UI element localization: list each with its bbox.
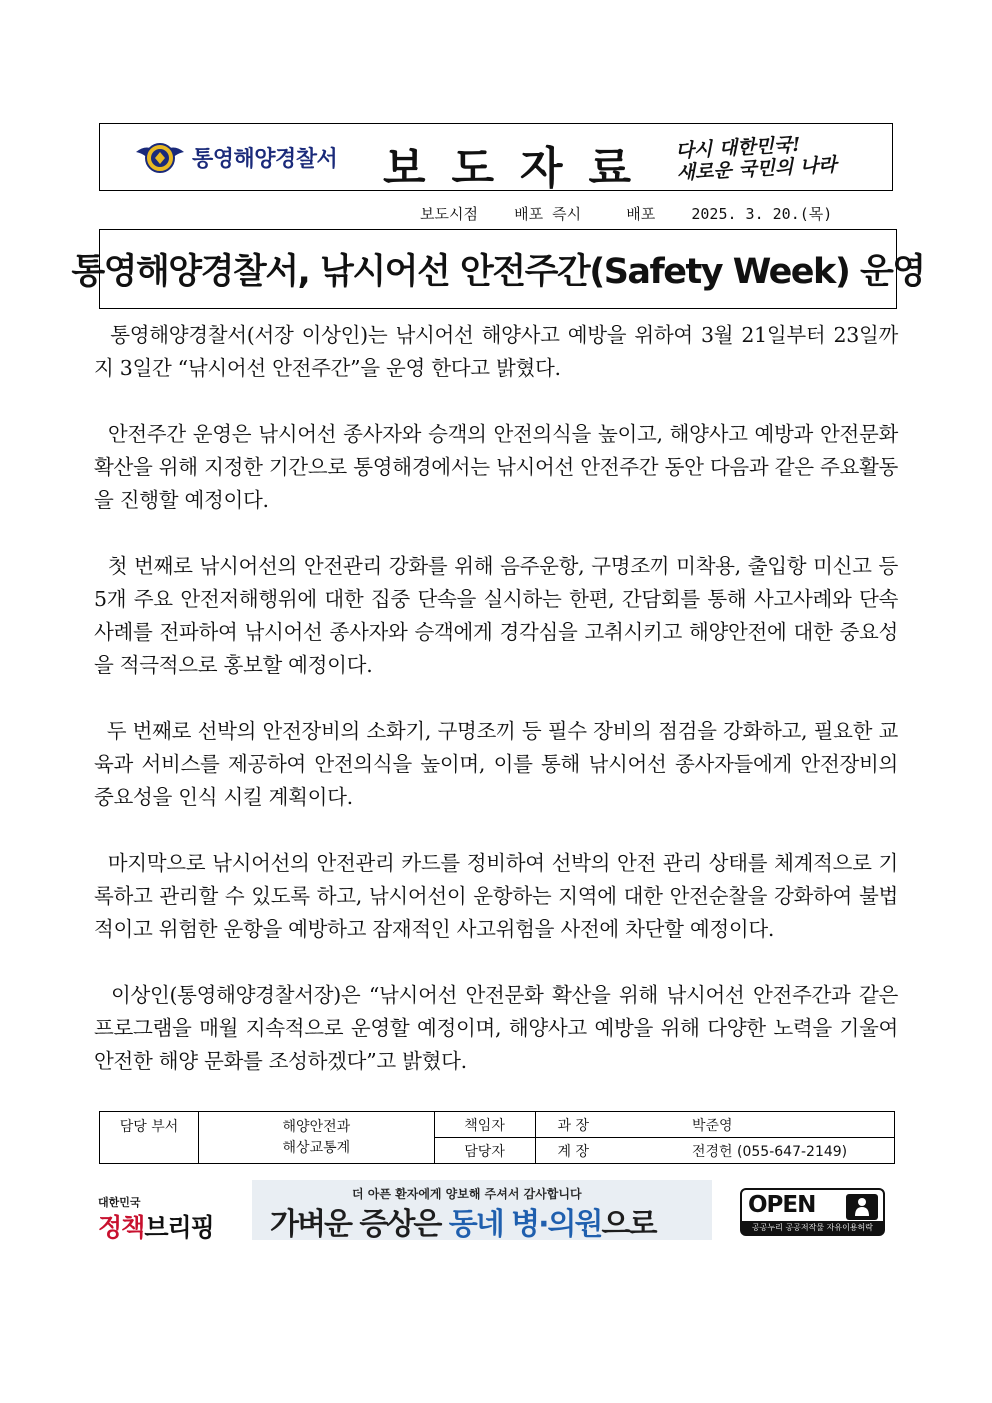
dept-label: 담당 부서 xyxy=(100,1112,199,1164)
paragraph: 마지막으로 낚시어선의 안전관리 카드를 정비하여 선박의 안전 관리 상태를 체계적으로 기록하고 관리할 수 있도록 하고, 낚시어선이 운항하는 지역에 대한 안전순찰을 강화하여 불법적이고 위험한 운항을 예방하고 잠재적인 사고위험을 사전에 차단할 예정이다. xyxy=(94,851,898,941)
open-word: OPEN xyxy=(748,1192,816,1218)
dept-name-2: 해상교통계 xyxy=(282,1139,351,1156)
contact-table xyxy=(99,1111,895,1164)
staff-label: 담당자 xyxy=(434,1138,535,1164)
release-date: 2025. 3. 20.(목) xyxy=(691,205,833,223)
staff-title: 계 장 xyxy=(557,1143,590,1160)
org-name: 통영해양경찰서 xyxy=(192,147,338,172)
brand-big: 정책브리핑 xyxy=(98,1213,214,1242)
doc-type-title: 보도자료 xyxy=(383,143,658,194)
resp-cell xyxy=(535,1112,894,1138)
headline: 통영해양경찰서, 낚시어선 안전주간(Safety Week) 운영 xyxy=(71,252,925,292)
brand-small: 대한민국 xyxy=(98,1196,141,1209)
staff-cell xyxy=(535,1138,894,1164)
policy-briefing-logo xyxy=(98,1194,214,1244)
resp-name: 박준영 xyxy=(692,1117,733,1134)
attribution-person-icon xyxy=(846,1194,878,1220)
banner-subtext: 더 아픈 환자에게 양보해 주셔서 감사합니다 xyxy=(352,1187,582,1201)
slogan xyxy=(675,132,837,184)
paragraph: 안전주간 운영은 낚시어선 종사자와 승객의 안전의식을 높이고, 해양사고 예방과 안전문화 확산을 위해 지정한 기간으로 통영해경에서는 낚시어선 안전주간 동안 다음과 같은 주요활동을 진행할 예정이다. xyxy=(94,422,898,512)
slogan-line-1: 다시 대한민국! xyxy=(674,133,802,163)
coast-guard-emblem-icon xyxy=(134,132,186,184)
dist-label: 배포 xyxy=(626,205,656,223)
dept-name-1: 해양안전과 xyxy=(282,1118,351,1135)
headline-box xyxy=(71,229,925,309)
body-text xyxy=(94,319,898,1111)
slogan-line-2: 새로운 국민의 나라 xyxy=(676,153,838,185)
resp-label: 책임자 xyxy=(434,1112,535,1138)
release-label: 보도시점 xyxy=(420,205,478,223)
paragraph: 통영해양경찰서(서장 이상인)는 낚시어선 해양사고 예방을 위하여 3월 21일부터 23일까지 3일간 “낚시어선 안전주간”을 운영 한다고 밝혔다. xyxy=(94,323,898,380)
open-license-text: 공공누리 공공저작물 자유이용허락 xyxy=(742,1221,883,1234)
paragraph: 첫 번째로 낚시어선의 안전관리 강화를 위해 음주운항, 구명조끼 미착용, 출입항 미신고 등 5개 주요 안전저해행위에 대한 집중 단속을 실시하는 한편, 간담회를 통해 사고사례와 단속사례를 전파하여 낚시어선 종사자와 승객에게 경각심을 고취시키고 해양안전에 대한 중요성을 적극적으로 홍보할 예정이다. xyxy=(94,554,898,677)
release-info xyxy=(420,203,832,224)
paragraph: 이상인(통영해양경찰서장)은 “낚시어선 안전문화 확산을 위해 낚시어선 안전주간과 같은 프로그램을 매월 지속적으로 운영할 예정이며, 해양사고 예방을 위해 다양한 노력을 기울여 안전한 해양 문화를 조성하겠다”고 밝혔다. xyxy=(94,983,899,1073)
banner-headline: 가벼운 증상은 동네 병·의원으로 xyxy=(270,1207,656,1240)
staff-name: 전경헌 (055-647-2149) xyxy=(692,1143,848,1160)
resp-title: 과 장 xyxy=(557,1117,590,1134)
campaign-banner xyxy=(252,1180,712,1240)
release-value: 배포 즉시 xyxy=(514,205,582,223)
open-license-badge xyxy=(740,1188,885,1236)
header-box xyxy=(99,123,893,194)
dept-cell xyxy=(199,1112,434,1164)
paragraph: 두 번째로 선박의 안전장비의 소화기, 구명조끼 등 필수 장비의 점검을 강화하고, 필요한 교육과 서비스를 제공하여 안전의식을 높이며, 이를 통해 낚시어선 종사자들에게 안전장비의 중요성을 인식 시킬 계획이다. xyxy=(94,719,898,809)
